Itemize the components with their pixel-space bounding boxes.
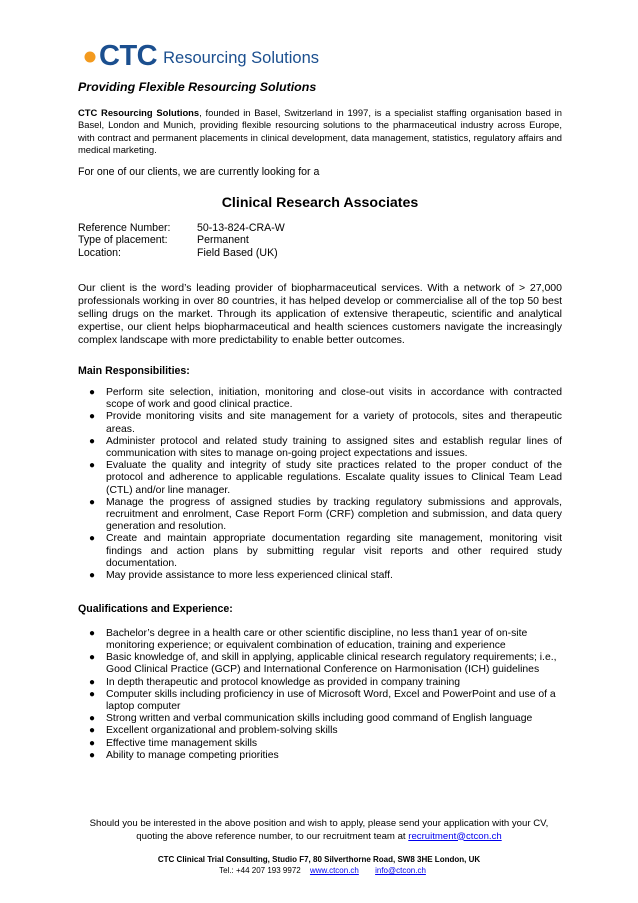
detail-value: Permanent	[197, 234, 249, 247]
list-item-text: Bachelor’s degree in a health care or other scientific discipline, no less than1 year of on-site monitoring experience; or equivalent combination of education, training and experience	[106, 627, 528, 651]
logo-ctc-text: CTC	[99, 39, 158, 72]
company-intro	[78, 107, 562, 156]
list-item	[89, 627, 562, 652]
detail-row-reference	[78, 222, 562, 235]
list-item	[89, 676, 562, 689]
list-item-text: Strong written and verbal communication skills including good command of English language	[106, 713, 533, 725]
footer-website-link[interactable]: www.ctcon.ch	[309, 866, 359, 875]
logo-subtitle: Resourcing Solutions	[163, 48, 320, 67]
job-title: Clinical Research Associates	[221, 194, 419, 211]
apply-text: Should you be interested in the above position and wish to apply, please send your application with your CV, quoting the above reference number, to our recruitment team at	[89, 818, 549, 842]
bullet-icon: ●	[89, 688, 96, 700]
bullet-icon: ●	[89, 676, 96, 688]
qualifications-list	[78, 628, 562, 762]
document-body	[78, 80, 562, 762]
footer-email-link[interactable]: info@ctcon.ch	[375, 866, 426, 875]
list-item-text: Create and maintain appropriate documentation regarding site management, monitoring visit findings and action plans by submitting regular visit reports and other required study documentation.	[106, 533, 562, 569]
footer-contact	[100, 865, 538, 876]
detail-row-location	[78, 247, 562, 260]
list-item-text: Perform site selection, initiation, monitoring and close-out visits in accordance with contracted scope of work and good clinical practice.	[106, 386, 562, 411]
company-intro-text: , founded in Basel, Switzerland in 1997, is a specialist staffing organisation based in Basel, London and Munich, providing flexible resourcing solutions to the pharmaceutical industry across Europe, with contract and permanent placements in clinical development, data management, statistics, regulatory affairs and medical marketing.	[78, 107, 562, 155]
list-item	[89, 713, 562, 725]
qualifications-heading: Qualifications and Experience:	[78, 603, 233, 616]
list-item	[89, 725, 562, 737]
list-item	[89, 688, 562, 713]
looking-for-text: For one of our clients, we are currently looking for a	[78, 166, 320, 179]
footer	[100, 854, 538, 876]
list-item-text: Evaluate the quality and integrity of study site practices related to the proper conduct of the protocol and adherence to applicable regulations. Escalate quality issues to Clinical Team Lead (CTL) and/or line manager.	[106, 460, 562, 496]
list-item	[89, 411, 562, 435]
recruitment-email-link[interactable]: recruitment@ctcon.ch	[408, 830, 502, 842]
job-details	[78, 222, 562, 260]
list-item-text: Ability to manage competing priorities	[106, 749, 279, 761]
list-item	[89, 737, 562, 750]
bullet-icon: ●	[89, 713, 96, 725]
list-item	[89, 652, 562, 676]
list-item	[89, 435, 562, 460]
list-item-text: May provide assistance to more less experienced clinical staff.	[106, 569, 393, 581]
detail-label: Type of placement:	[78, 234, 168, 247]
bullet-icon: ●	[89, 737, 96, 749]
list-item	[89, 386, 562, 411]
list-item-text: Manage the progress of assigned studies by tracking regulatory submissions and approvals, recruitment and enrolment, Case Report Form (CRF) completion and submission, and data query generation and resolution.	[106, 496, 562, 533]
list-item	[89, 460, 562, 497]
list-item	[89, 569, 562, 582]
list-item-text: Excellent organizational and problem-solving skills	[106, 725, 338, 737]
bullet-icon: ●	[89, 386, 96, 398]
list-item-text: Provide monitoring visits and site management for a variety of protocols, sites and therapeutic areas.	[106, 411, 562, 435]
list-item-text: Computer skills including proficiency in use of Microsoft Word, Excel and PowerPoint and use of a laptop computer	[106, 688, 556, 712]
responsibilities-heading: Main Responsibilities:	[78, 365, 190, 378]
responsibilities-list	[78, 387, 562, 582]
company-name: CTC Resourcing Solutions	[78, 107, 200, 118]
list-item-text: Administer protocol and related study training to assigned sites and establish regular lines of communication with sites to manage on-going project expectations and issues.	[106, 435, 562, 459]
bullet-icon: ●	[89, 652, 96, 664]
detail-label: Location:	[78, 247, 121, 260]
bullet-icon: ●	[89, 435, 96, 447]
list-item	[89, 749, 562, 762]
bullet-icon: ●	[89, 460, 96, 472]
list-item-text: Basic knowledge of, and skill in applying, applicable clinical research regulatory requirements; i.e., Good Clinical Practice (GCP) and International Conference on Harmonisation (ICH) guidelines	[106, 652, 557, 676]
list-item-text: In depth therapeutic and protocol knowledge as provided in company training	[106, 676, 461, 688]
bullet-icon: ●	[89, 569, 96, 581]
bullet-icon: ●	[89, 627, 96, 639]
client-description: Our client is the word’s leading provider of biopharmaceutical services. With a network of > 27,000 professionals working in over 80 countries, it has helped develop or commercialise all of the top 50 best selling drugs on the market. Through its application of extensive therapeutic, scientific and analytical expertise, our client helps biopharmaceutical and health sciences customers navigate the increasingly complex landscape with more predictability to enable better outcomes.	[78, 281, 562, 347]
list-item	[89, 496, 562, 534]
list-item	[89, 533, 562, 570]
bullet-icon: ●	[89, 725, 96, 737]
list-item-text: Effective time management skills	[106, 737, 258, 749]
logo-dot-icon	[83, 49, 97, 63]
detail-value: Field Based (UK)	[197, 247, 278, 260]
detail-label: Reference Number:	[78, 221, 171, 234]
detail-row-placement	[78, 234, 562, 247]
bullet-icon: ●	[89, 533, 96, 545]
detail-value: 50-13-824-CRA-W	[197, 221, 285, 234]
footer-address: CTC Clinical Trial Consulting, Studio F7, 80 Silverthorne Road, SW8 3HE London, UK	[157, 855, 481, 864]
footer-phone: Tel.: +44 207 193 9972	[219, 866, 301, 875]
company-logo	[83, 39, 319, 73]
bullet-icon: ●	[89, 496, 96, 508]
tagline: Providing Flexible Resourcing Solutions	[78, 80, 317, 94]
apply-instructions	[84, 818, 554, 843]
bullet-icon: ●	[89, 749, 96, 761]
bullet-icon: ●	[89, 411, 96, 423]
